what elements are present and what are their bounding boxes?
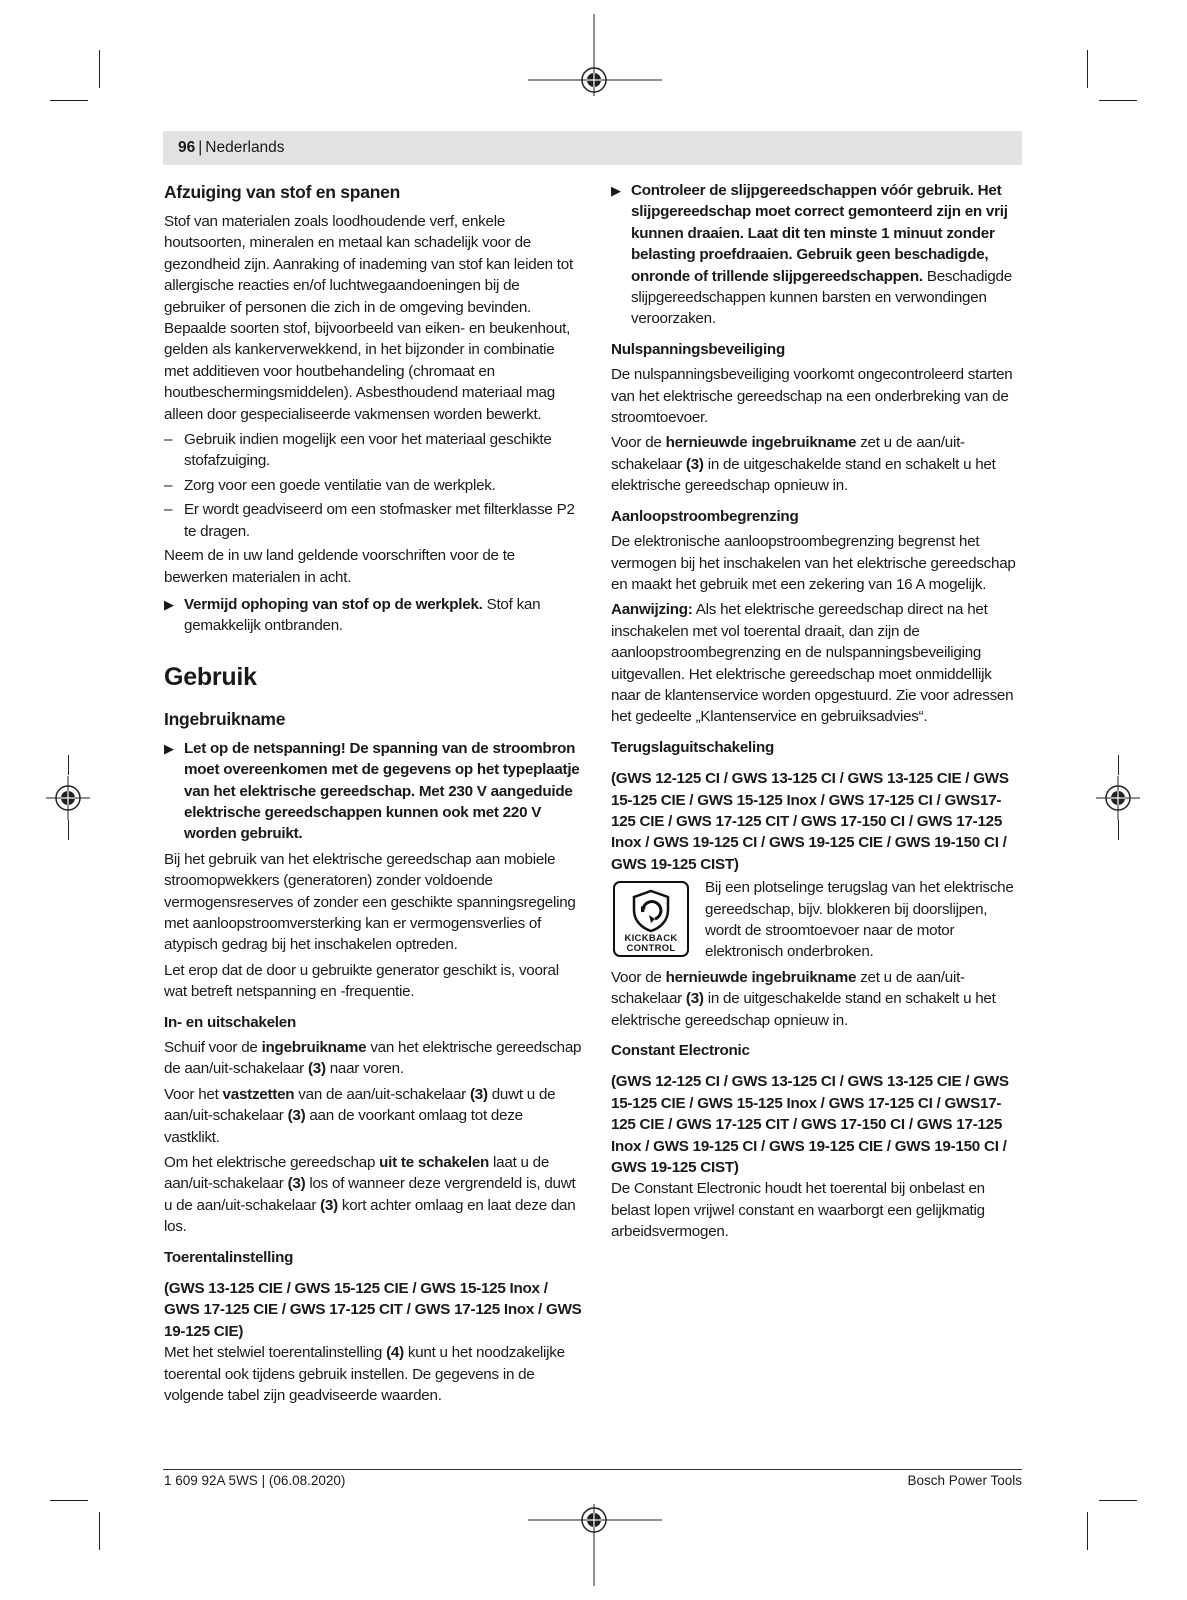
switch-paragraph-2: Voor het vastzetten van de aan/uit-schakelaar (3) duwt u de aan/uit-schakelaar (3) aan de voorkant omlaag tot deze vastklikt. xyxy=(164,1085,556,1146)
regulations-paragraph: Neem de in uw land geldende voorschriften voor de te bewerken materialen in acht. xyxy=(164,547,515,586)
note-paragraph: Aanwijzing: Als het elektrische gereedschap direct na het inschakelen met vol toerental draait, dan zijn de aanloopstroombegrenzing en de nulspanningsbeveiliging uitgevallen. Het elektrische gereedschap moet onmiddellijk naar de klantenservice worden opgestuurd. Zie voor adressen het gedeelte „Klantenservice en gebruiksadvies“. xyxy=(611,601,1014,726)
kickback-paragraph: Bij een plotselinge terugslag van het elektrische gereedschap, bijv. blokkeren bij doorslijpen, wordt de stroomtoevoer naar de motor elektronisch onderbroken. xyxy=(705,879,1014,961)
inrush-paragraph: De elektronische aanloopstroombegrenzing begrenst het vermogen bij het inschakelen van het elektrische gereedschap en maakt het gebruik met een zekering van 16 A mogelijk. xyxy=(611,533,1016,593)
constant-electronic-models: (GWS 12-125 CI / GWS 13-125 CI / GWS 13-125 CIE / GWS 15-125 CIE / GWS 15-125 Inox / GWS 17-125 CI / GWS17-125 CIE / GWS 17-125 CIT / GWS 17-150 CI / GWS 17-125 Inox / GWS 19-125 CI / GWS 19-125 CIE / GWS 19-150 CI / GWS 19-125 CIST) xyxy=(611,1073,1009,1177)
right-column xyxy=(611,180,1023,1247)
speed-heading: Toerentalinstelling xyxy=(164,1248,294,1266)
crop-mark xyxy=(1099,100,1137,101)
crop-mark xyxy=(68,820,69,840)
footer-doc-number: 1 609 92A 5WS | (06.08.2020) xyxy=(164,1473,346,1488)
speed-paragraph: Met het stelwiel toerentalinstelling (4) kunt u het noodzakelijke toerental ook tijdens gebruik instellen. De gegevens in de volgende tabel zijn geadviseerde waarden. xyxy=(164,1344,565,1405)
crop-mark xyxy=(1087,1512,1088,1550)
crop-mark xyxy=(50,1500,88,1501)
registration-mark-top xyxy=(528,14,662,96)
crop-mark xyxy=(1118,755,1119,775)
commission-heading: Ingebruikname xyxy=(164,708,286,729)
arrow-bullet-icon: ▶ xyxy=(611,183,621,198)
restart-paragraph-2: Voor de hernieuwde ingebruikname zet u de aan/uit-schakelaar (3) in de uitgeschakelde stand en schakelt u het elektrische gereedschap opnieuw in. xyxy=(611,968,996,1029)
check-warning-bold: Controleer de slijpgereedschappen vóór gebruik. Het slijpgereedschap moet correct gemonteerd zijn en vrij kunnen draaien. Laat dit ten minste 1 minuut zonder belasting proefdraaien. Gebruik geen beschadigde, onronde of trillende slijpgereedschappen. xyxy=(631,182,1008,285)
dust-warning xyxy=(164,594,582,637)
list-item-text: Er wordt geadviseerd om een stofmasker met filterklasse P2 te dragen. xyxy=(184,501,575,540)
dust-heading: Afzuiging van stof en spanen xyxy=(164,182,401,202)
constant-electronic-heading: Constant Electronic xyxy=(611,1042,750,1060)
shield-icon xyxy=(628,888,674,934)
crop-mark xyxy=(1087,50,1088,88)
generator-paragraph: Bij het gebruik van het elektrische gereedschap aan mobiele stroomopwekkers (generatoren) zonder voldoende vermogensreserves of zonder een geschikte spanningsregeling met aanloopstroomversterking kan er vermogensverlies of atypisch gedrag bij het inschakelen optreden. xyxy=(164,850,576,954)
dash-bullet: – xyxy=(164,476,173,494)
list-item xyxy=(164,475,582,496)
page-number: 96 xyxy=(178,139,196,156)
dash-bullet: – xyxy=(164,431,173,449)
crop-mark xyxy=(99,1512,100,1550)
check-warning-text: Beschadigde slijpgereedschappen kunnen barsten en verwondingen veroorzaken. xyxy=(631,267,1012,328)
kickback-label-1: KICKBACK xyxy=(624,933,678,945)
constant-electronic-paragraph: De Constant Electronic houdt het toerental bij onbelast en belast lopen vrijwel constant en waarborgt een gelijkmatig arbeidsvermogen. xyxy=(611,1180,985,1241)
footer-rule xyxy=(163,1469,1022,1470)
use-heading: Gebruik xyxy=(164,662,257,691)
page-header xyxy=(163,131,1022,165)
registration-mark-bottom xyxy=(528,1504,662,1586)
arrow-bullet-icon: ▶ xyxy=(164,596,174,612)
restart-paragraph: Voor de hernieuwde ingebruikname zet u de aan/uit-schakelaar (3) in de uitgeschakelde stand en schakelt u het elektrische gereedschap opnieuw in. xyxy=(611,434,996,495)
dust-warning-text: Stof kan gemakkelijk ontbranden. xyxy=(184,595,541,635)
left-column xyxy=(164,180,582,1411)
kickback-control-icon xyxy=(613,881,689,957)
crop-mark xyxy=(1099,1500,1137,1501)
list-item xyxy=(164,429,582,472)
check-warning xyxy=(611,180,1023,330)
kickback-label-2: CONTROL xyxy=(626,943,676,955)
zero-voltage-heading: Nulspanningsbeveiliging xyxy=(611,340,785,358)
dust-paragraph: Stof van materialen zoals loodhoudende verf, enkele houtsoorten, mineralen en metaal kan schadelijk voor de gezondheid zijn. Aanraking of inademing van stof kan leiden tot allergische reacties en/of luchtwegaandoeningen bij de gebruiker of personen die zich in de omgeving bevinden. Bepaalde soorten stof, bijvoorbeeld van eiken- en beukenhout, gelden als kankerverwekkend, in het bijzonder in combinatie met additieven voor houtbehandeling (chromaat en houtbeschermingsmiddelen). Asbesthoudend materiaal mag alleen door gespecialiseerde vakmensen worden bewerkt. xyxy=(164,213,573,423)
switch-paragraph-1: Schuif voor de ingebruikname van het elektrische gereedschap de aan/uit-schakelaar (3) naar voren. xyxy=(164,1039,582,1078)
registration-mark-right xyxy=(1096,776,1140,820)
zero-voltage-paragraph: De nulspanningsbeveiliging voorkomt ongecontroleerd starten van het elektrische gereedschap na een onderbreking van de stroomtoevoer. xyxy=(611,366,1013,427)
dust-warning-bold: Vermijd ophoping van stof op de werkplek. xyxy=(184,595,483,613)
switch-paragraph-3: Om het elektrische gereedschap uit te schakelen laat u de aan/uit-schakelaar (3) los of wanneer deze vergrendeld is, duwt u de aan/uit-schakelaar (3) kort achter omlaag en laat deze dan los. xyxy=(164,1154,576,1236)
dash-bullet: – xyxy=(164,501,173,519)
list-item-text: Zorg voor een goede ventilatie van de werkplek. xyxy=(184,476,496,494)
list-item-text: Gebruik indien mogelijk een voor het materiaal geschikte stofafzuiging. xyxy=(184,431,552,470)
crop-mark xyxy=(99,50,100,88)
inrush-heading: Aanloopstroombegrenzing xyxy=(611,507,799,525)
kickback-heading: Terugslaguitschakeling xyxy=(611,738,775,756)
crop-mark xyxy=(68,755,69,775)
speed-models: (GWS 13-125 CIE / GWS 15-125 CIE / GWS 15-125 Inox / GWS 17-125 CIE / GWS 17-125 CIT / GWS 17-125 Inox / GWS 19-125 CIE) xyxy=(164,1280,582,1340)
kickback-models: (GWS 12-125 CI / GWS 13-125 CI / GWS 13-125 CIE / GWS 15-125 CIE / GWS 15-125 Inox / GWS 17-125 CI / GWS17-125 CIE / GWS 17-125 CIT / GWS 17-150 CI / GWS 17-125 Inox / GWS 19-125 CI / GWS 19-125 CIE / GWS 19-150 CI / GWS 19-125 CIST) xyxy=(611,770,1009,873)
list-item xyxy=(164,499,582,542)
voltage-warning xyxy=(164,738,582,845)
crop-mark xyxy=(50,100,88,101)
generator-paragraph-2: Let erop dat de door u gebruikte generator geschikt is, vooral wat betreft netspanning en -frequentie. xyxy=(164,961,559,1001)
header-separator: | xyxy=(198,139,203,156)
kickback-block xyxy=(611,877,1023,963)
arrow-bullet-icon: ▶ xyxy=(164,740,174,756)
registration-mark-left xyxy=(46,776,90,820)
header-language: Nederlands xyxy=(205,139,285,156)
voltage-warning-text: Let op de netspanning! De spanning van de stroombron moet overeenkomen met de gegevens op het typeplaatje van het elektrische gereedschap. Met 230 V aangeduide elektrische gereedschappen kunnen ook met 220 V worden gebruikt. xyxy=(184,739,580,843)
crop-mark xyxy=(1118,820,1119,840)
footer-brand: Bosch Power Tools xyxy=(907,1473,1022,1488)
switch-heading: In- en uitschakelen xyxy=(164,1013,296,1031)
